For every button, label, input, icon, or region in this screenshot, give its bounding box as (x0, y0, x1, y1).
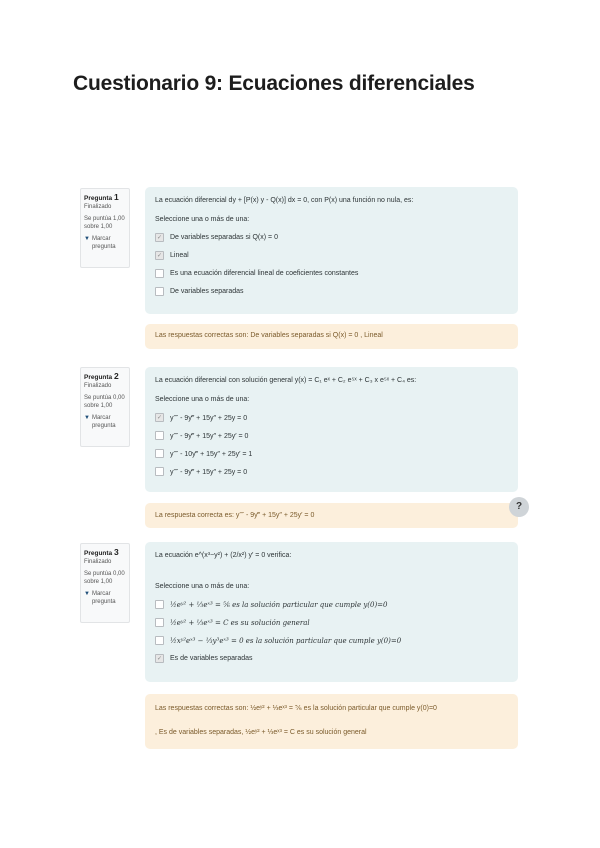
question-grade: Se puntúa 1,00 sobre 1,00 (84, 216, 125, 230)
question-number: Pregunta 3 (84, 547, 119, 557)
flag-question-link[interactable]: ▼ Marcar pregunta (84, 236, 116, 250)
answer-option[interactable]: ½eʸ² + ⅓eˣ³ = C es su solución general (155, 618, 508, 627)
answer-option[interactable]: y⁗ - 9y‴ + 15y″ + 25y = 0 (155, 467, 508, 476)
answer-option[interactable]: ✓ Lineal (156, 252, 189, 259)
question-text: La ecuación e^(x³−y²) + (2/x²) y′ = 0 verifica: (155, 552, 292, 559)
feedback-line: Las respuestas correctas son: ½eʸ² + ⅓eˣ³ = ⅚ es la solución particular que cumple y(0)=0 (155, 705, 437, 712)
flag-icon: ▼ (84, 591, 90, 597)
question-text: La ecuación diferencial con solución general y(x) = C₁ eˣ + C₂ e⁵ˣ + C₃ x e⁵ˣ + C₄ es: (155, 377, 417, 384)
question-prompt: Seleccione una o más de una: (155, 216, 250, 223)
flag-icon: ▼ (84, 236, 90, 242)
question-grade: Se puntúa 0,00 sobre 1,00 (84, 571, 125, 585)
question-state: Finalizado (84, 383, 112, 389)
page-title: Cuestionario 9: Ecuaciones diferenciales (73, 72, 475, 95)
answer-option[interactable]: ✓ Es de variables separadas (156, 655, 253, 662)
question-number: Pregunta 1 (84, 192, 119, 202)
question-panel-3 (145, 542, 518, 682)
answer-option[interactable]: ½xʸ²eˣ³ − ⅓y³eˣ³ = 0 es la solución particular que cumple y(0)=0 (155, 636, 508, 645)
checkbox[interactable] (155, 636, 164, 645)
question-state: Finalizado (84, 204, 112, 210)
question-info-2 (80, 367, 130, 447)
question-panel-1 (145, 187, 518, 314)
checkbox-checked[interactable]: ✓ (156, 415, 163, 421)
question-text: La ecuación diferencial dy + [P(x) y - Q(x)] dx = 0, con P(x) una función no nula, es: (155, 197, 414, 204)
answer-option[interactable]: ✓ De variables separadas si Q(x) = 0 (156, 234, 278, 241)
flag-icon: ▼ (84, 415, 90, 421)
flag-question-link[interactable]: ▼ Marcar pregunta (84, 591, 116, 605)
question-state: Finalizado (84, 559, 112, 565)
checkbox[interactable] (155, 431, 164, 440)
help-button[interactable]: ? (509, 497, 529, 517)
checkbox-checked[interactable]: ✓ (156, 235, 163, 241)
checkbox-checked[interactable]: ✓ (156, 656, 163, 662)
checkbox[interactable] (155, 269, 164, 278)
checkbox-checked[interactable]: ✓ (156, 253, 163, 259)
checkbox[interactable] (155, 467, 164, 476)
answer-option[interactable]: y⁗ - 10y‴ + 15y″ + 25y′ = 1 (155, 449, 508, 458)
question-prompt: Seleccione una o más de una: (155, 583, 250, 590)
feedback-1: Las respuestas correctas son: De variables separadas si Q(x) = 0 , Lineal (145, 324, 518, 349)
checkbox[interactable] (155, 287, 164, 296)
answer-option[interactable]: ½eʸ² + ⅓eˣ³ = ⅚ es la solución particular que cumple y(0)=0 (155, 600, 508, 609)
answer-option[interactable]: y⁗ - 9y‴ + 15y″ + 25y′ = 0 (155, 431, 508, 440)
question-info-3 (80, 543, 130, 623)
checkbox[interactable] (155, 618, 164, 627)
checkbox[interactable] (155, 449, 164, 458)
feedback-2: La respuesta correcta es: y⁗ - 9y‴ + 15y″ + 25y′ = 0 (145, 503, 518, 528)
checkbox[interactable] (155, 600, 164, 609)
answer-option[interactable]: De variables separadas (155, 287, 508, 296)
answer-option[interactable]: Es una ecuación diferencial lineal de coeficientes constantes (155, 269, 508, 278)
question-panel-2 (145, 367, 518, 492)
question-grade: Se puntúa 0,00 sobre 1,00 (84, 395, 125, 409)
question-info-1 (80, 188, 130, 268)
flag-question-link[interactable]: ▼ Marcar pregunta (84, 415, 116, 429)
feedback-3 (145, 694, 518, 749)
answer-option[interactable]: ✓ y⁗ - 9y‴ + 15y″ + 25y = 0 (156, 414, 248, 422)
question-number: Pregunta 2 (84, 371, 119, 381)
question-prompt: Seleccione una o más de una: (155, 396, 250, 403)
feedback-line: , Es de variables separadas, ½eʸ² + ⅓eˣ³ = C es su solución general (155, 729, 367, 736)
